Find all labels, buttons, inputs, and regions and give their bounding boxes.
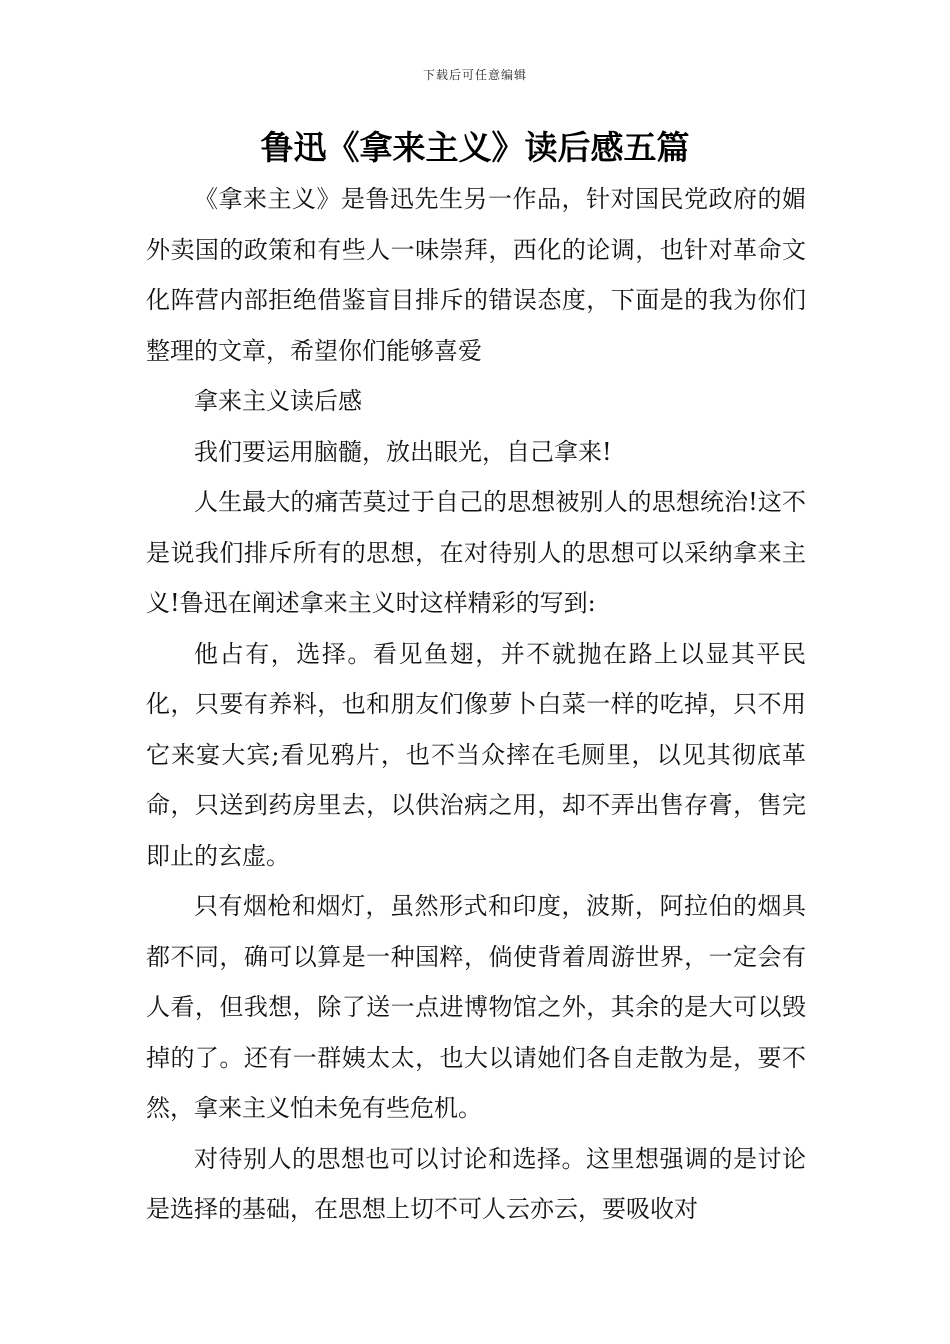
article-body — [146, 174, 806, 1235]
paragraph-subtitle: 拿来主义读后感 — [194, 387, 362, 415]
article-title: 鲁迅《拿来主义》读后感五篇 — [260, 128, 690, 167]
paragraph-quote: 我们要运用脑髓，放出眼光，自己拿来! — [194, 437, 612, 466]
paragraph-intro: 《拿来主义》是鲁迅先生另一作品，针对国民党政府的媚外卖国的政策和有些人一味崇拜，西化的论调，也针对革命文化阵营内部拒绝借鉴盲目排斥的错误态度，下面是的我为你们整理的文章，希望你们能够喜爱 — [146, 185, 806, 365]
paragraph-6: 对待别人的思想也可以讨论和选择。这里想强调的是讨论是选择的基础，在思想上切不可人云亦云，要吸收对 — [146, 1144, 806, 1223]
header-note: 下载后可任意编辑 — [422, 68, 527, 82]
paragraph-5: 只有烟枪和烟灯，虽然形式和印度，波斯，阿拉伯的烟具都不同，确可以算是一种国粹，倘使背着周游世界，一定会有人看，但我想，除了送一点进博物馆之外，其余的是大可以毁掉的了。还有一群姨太太，也大以请她们各自走散为是，要不然，拿来主义怕未免有些危机。 — [146, 892, 806, 1122]
paragraph-4: 他占有，选择。看见鱼翅，并不就抛在路上以显其平民化，只要有养料，也和朋友们像萝卜白菜一样的吃掉，只不用它来宴大宾;看见鸦片，也不当众摔在毛厕里，以见其彻底革命，只送到药房里去，以供治病之用，却不弄出售存膏，售完即止的玄虚。 — [146, 639, 806, 870]
paragraph-3: 人生最大的痛苦莫过于自己的思想被别人的思想统治!这不是说我们排斥所有的思想，在对待别人的思想可以采纳拿来主义!鲁迅在阐述拿来主义时这样精彩的写到: — [146, 488, 806, 617]
